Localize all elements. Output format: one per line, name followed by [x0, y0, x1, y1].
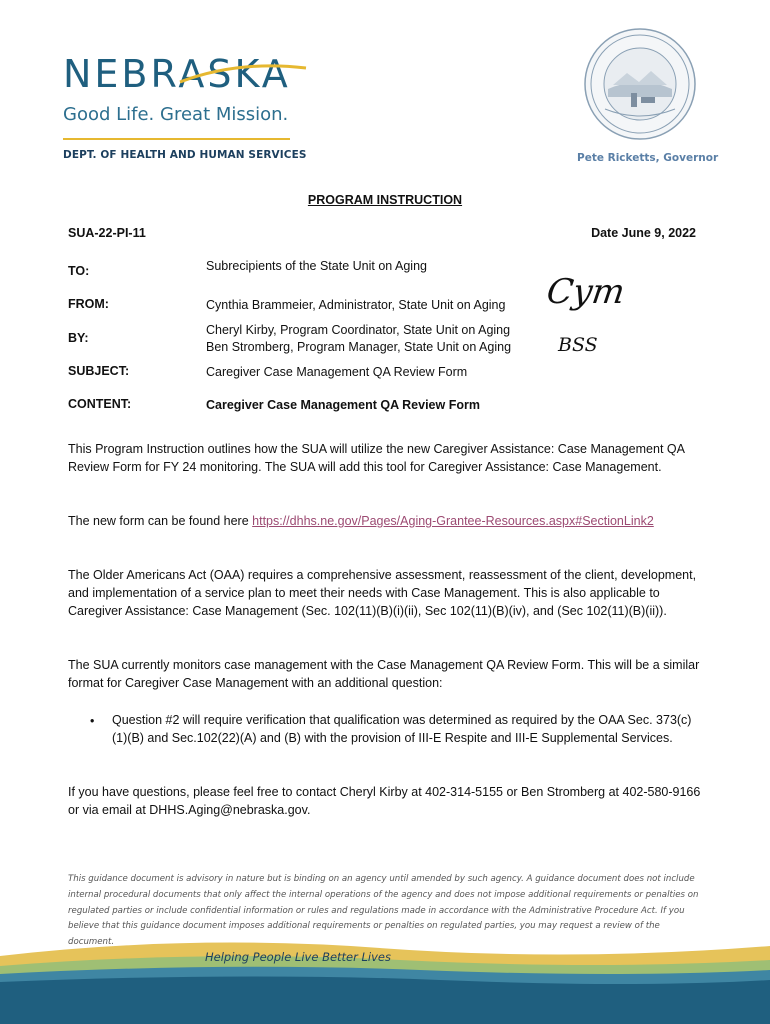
signature-by-initials: BSS [558, 334, 598, 356]
subject-value: Caregiver Case Management QA Review Form [206, 365, 468, 379]
document-date: Date June 9, 2022 [591, 226, 696, 240]
paragraph-intro: This Program Instruction outlines how the SUA will utilize the new Caregiver Assistance: Case Management QA Review Form for FY 24 monitoring. The SUA will add this tool for Caregiver Assistance: Case Management. [68, 442, 685, 474]
bullet-icon: • [90, 714, 95, 728]
department-name: DEPT. OF HEALTH AND HUMAN SERVICES [63, 149, 307, 161]
form-link[interactable]: https://dhhs.ne.gov/Pages/Aging-Grantee-Resources.aspx#SectionLink2 [252, 514, 654, 528]
subject-label: SUBJECT: [68, 364, 130, 378]
bullet-question-2: Question #2 will require verification that qualification was determined as required by the OAA Sec. 373(c)(1)(B) and Sec.102(22)(A) and (B) with the provision of III-E Respite and III-E Supplemental Services. [112, 713, 692, 745]
state-seal-icon [583, 27, 697, 141]
logo-tagline: Good Life. Great Mission. [63, 104, 289, 125]
paragraph-oaa-requirements: The Older Americans Act (OAA) requires a comprehensive assessment, reassessment of the client, development, and implementation of a service plan to meet their needs with Case Management. This is also applicable to Caregiver Assistance: Case Management (Sec. 102(11)(B)(i)(ii), Sec 102(11)(B)(iv), and (Sec 102(11)(B)(ii)). [68, 568, 697, 618]
to-label: TO: [68, 264, 90, 278]
by-value-2: Ben Stromberg, Program Manager, State Unit on Aging [206, 340, 512, 354]
logo-divider [63, 138, 290, 140]
by-value-1: Cheryl Kirby, Program Coordinator, State Unit on Aging [206, 323, 511, 337]
letterhead [0, 0, 770, 185]
from-value: Cynthia Brammeier, Administrator, State Unit on Aging [206, 298, 506, 312]
footer-tagline: Helping People Live Better Lives [205, 950, 391, 964]
logo-swoosh-icon [178, 58, 308, 88]
content-value: Caregiver Case Management QA Review Form [206, 398, 480, 412]
paragraph-form-location [68, 512, 708, 530]
by-label: BY: [68, 331, 89, 345]
governor-name: Pete Ricketts, Governor [577, 152, 719, 164]
from-label: FROM: [68, 297, 109, 311]
paragraph-contact: If you have questions, please feel free to contact Cheryl Kirby at 402-314-5155 or Ben Stromberg at 402-580-9166 or via email at DHHS.Aging@nebraska.gov. [68, 785, 701, 817]
to-value: Subrecipients of the State Unit on Aging [206, 259, 427, 273]
nebraska-logo-wordmark: NEBRASKA [63, 52, 291, 96]
document-title: PROGRAM INSTRUCTION [307, 193, 463, 207]
form-location-text: The new form can be found here [68, 514, 253, 528]
guidance-disclaimer: This guidance document is advisory in nature but is binding on an agency until amended by such agency. A guidance document does not include internal procedural documents that only affect the internal operations of the agency and does not impose additional requirements or penalties on regulated parties or include confidential information or rules and regulations made in accordance with the Administrative Procedure Act. If you believe that this guidance document imposes additional requirements or penalties on regulated parties, you may request a review of the document. [68, 874, 699, 948]
content-label: CONTENT: [68, 397, 132, 411]
signature-from-initials: Cym [544, 272, 628, 312]
paragraph-current-monitoring: The SUA currently monitors case management with the Case Management QA Review Form. This will be a similar format for Caregiver Case Management with an additional question: [68, 658, 700, 690]
document-number: SUA-22-PI-11 [68, 226, 146, 240]
